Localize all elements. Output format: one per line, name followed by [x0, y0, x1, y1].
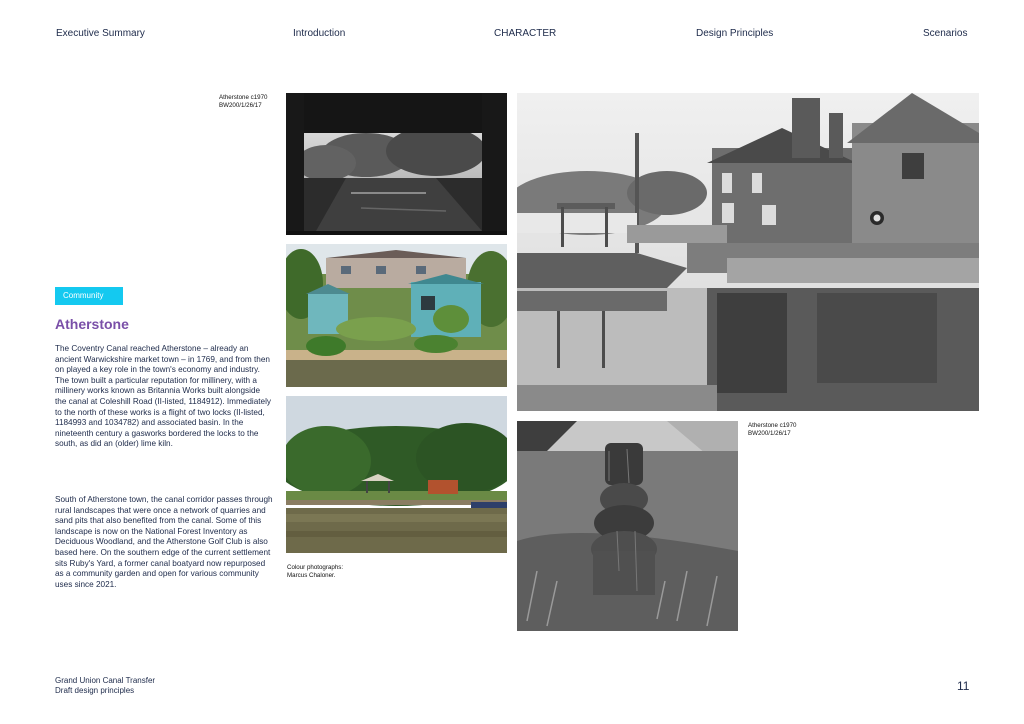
photo-bridge-bw — [286, 93, 507, 235]
page-number: 11 — [957, 679, 970, 693]
photo-community-garden — [286, 244, 507, 387]
body-paragraph-2: South of Atherstone town, the canal corridor passes through rural landscapes that were once a network of quarries and sand pits that also benefited from the canal. Some of this landscape is now on the National Forest Inventory as Deciduous Woodland, and the Atherstone Golf Club is also based here. On the southern edge of the current settlement sits Ruby's Yard, a former canal boatyard now repurposed as a community garden and open for various community uses since 2021. — [55, 495, 273, 589]
caption-right — [748, 422, 797, 437]
caption-right-title: Atherstone c1970 — [748, 422, 797, 429]
photo-bollard-bw-image — [517, 421, 738, 631]
caption-top-left — [219, 94, 268, 109]
photo-bridge-bw-image — [286, 93, 507, 235]
caption-colour-credit: Marcus Chaloner. — [287, 571, 336, 579]
nav-executive-summary[interactable]: Executive Summary — [56, 28, 145, 39]
section-heading: Atherstone — [55, 316, 129, 332]
footer-project-title: Grand Union Canal Transfer — [55, 676, 156, 685]
photo-community-garden-image — [286, 244, 507, 387]
body-paragraph-1: The Coventry Canal reached Atherstone – already an ancient Warwickshire market town – in 1769, and from then on played a key role in the town's economy and industry. The town built a particular reputation for millinery, with a millinery works known as Britannia Works built alongside the canal at Coleshill Road (II-listed, 1184912). Immediately to the north of these works is a flight of two locks (II-listed, 1184993 and 1034782) and associated basin. In the nineteenth century a gasworks bordered the locks to the south, as did an (older) lime kiln. — [55, 344, 272, 449]
footer-subtitle: Draft design principles — [55, 686, 135, 695]
nav-introduction[interactable]: Introduction — [293, 28, 346, 39]
photo-atherstone-locks-bw-image — [517, 93, 979, 411]
caption-top-left-title: Atherstone c1970 — [219, 94, 268, 101]
photo-atherstone-locks-bw — [517, 93, 979, 411]
nav-character[interactable]: CHARACTER — [494, 28, 557, 39]
nav-design-principles[interactable]: Design Principles — [696, 28, 774, 39]
photo-canal-boatyard-image — [286, 396, 507, 553]
nav-scenarios[interactable]: Scenarios — [923, 28, 968, 39]
photo-canal-boatyard — [286, 396, 507, 553]
section-badge: Community — [55, 287, 123, 305]
caption-colour-title: Colour photographs: — [287, 564, 344, 571]
caption-colour-photos — [287, 564, 343, 579]
photo-bollard-bw — [517, 421, 738, 631]
caption-right-ref: BW200/1/26/17 — [748, 429, 791, 437]
caption-top-left-ref: BW200/1/26/17 — [219, 101, 262, 109]
